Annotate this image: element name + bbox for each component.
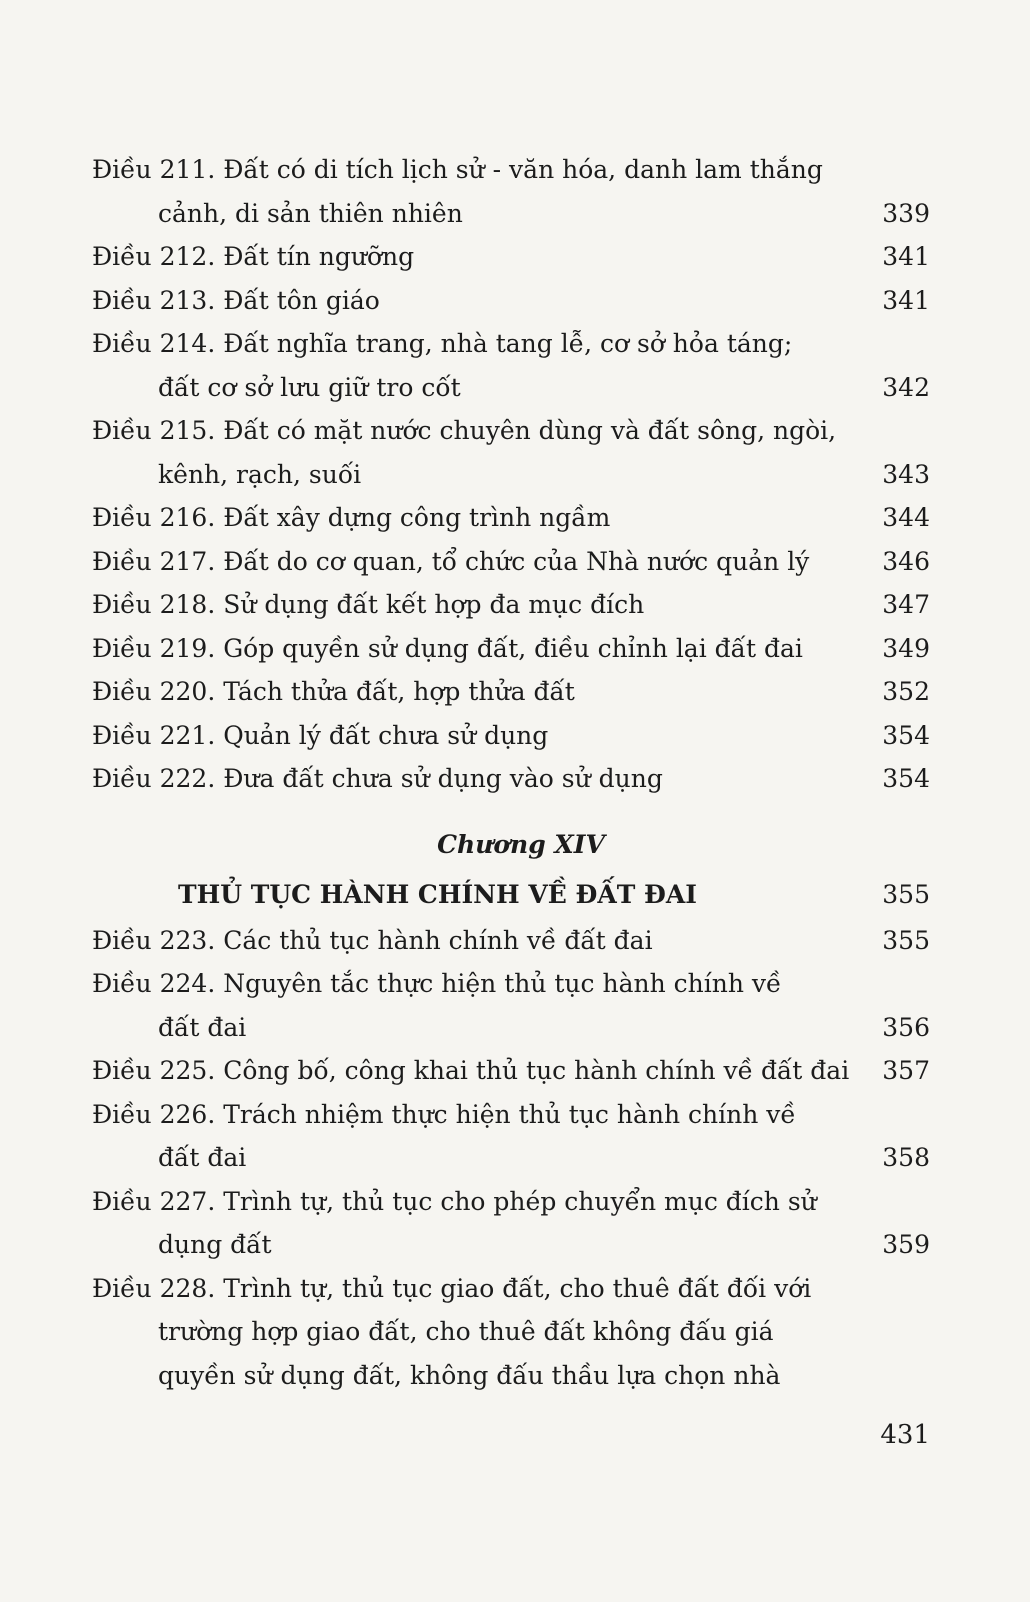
toc-entry bbox=[92, 962, 930, 1006]
page-number: 431 bbox=[880, 1420, 930, 1450]
toc-entry bbox=[92, 192, 930, 236]
toc-entry bbox=[92, 1180, 930, 1224]
toc-entry bbox=[92, 757, 930, 801]
chapter-heading bbox=[92, 871, 930, 919]
toc-entry-text: Điều 217. Đất do cơ quan, tổ chức của Nhà nước quản lý bbox=[92, 546, 810, 576]
toc-entry-text: Điều 226. Trách nhiệm thực hiện thủ tục hành chính về bbox=[92, 1099, 796, 1129]
chapter-page: 355 bbox=[882, 879, 930, 909]
toc-entry-text: Điều 216. Đất xây dựng công trình ngầm bbox=[92, 503, 611, 532]
toc-entry-text: Điều 222. Đưa đất chưa sử dụng vào sử dụng bbox=[92, 764, 663, 793]
toc-entry-page: 352 bbox=[882, 677, 930, 706]
toc-entry-page: 347 bbox=[882, 590, 930, 619]
toc-entry bbox=[92, 919, 930, 963]
toc-entry-page: 344 bbox=[882, 503, 930, 532]
toc-entry-text: Điều 214. Đất nghĩa trang, nhà tang lễ, cơ sở hỏa táng; bbox=[92, 329, 793, 358]
toc-entry-text: Điều 223. Các thủ tục hành chính về đất đai bbox=[92, 925, 653, 955]
toc-entry-text: đất cơ sở lưu giữ tro cốt bbox=[158, 372, 461, 402]
toc-entry-text: Điều 219. Góp quyền sử dụng đất, điều chỉnh lại đất đai bbox=[92, 633, 803, 663]
toc-entry bbox=[92, 453, 930, 497]
toc-entry bbox=[92, 148, 930, 192]
toc-entry bbox=[92, 540, 930, 584]
toc-entry-page: 359 bbox=[882, 1230, 930, 1259]
toc-entry bbox=[92, 714, 930, 758]
toc-entry-page: 341 bbox=[882, 242, 930, 271]
toc-entry-text: Điều 212. Đất tín ngưỡng bbox=[92, 242, 415, 271]
toc-entry-page: 349 bbox=[882, 633, 930, 663]
toc-entry bbox=[92, 627, 930, 671]
toc-entry-page: 358 bbox=[882, 1143, 930, 1172]
toc-entry-page: 354 bbox=[882, 764, 930, 793]
toc-entry-page: 343 bbox=[882, 459, 930, 489]
toc-entry bbox=[92, 1310, 930, 1354]
toc-entry bbox=[92, 409, 930, 453]
toc-entry bbox=[92, 670, 930, 714]
toc-entry-page: 357 bbox=[882, 1056, 930, 1085]
toc-entry-text: dụng đất bbox=[158, 1230, 272, 1259]
toc-entry-text: Điều 224. Nguyên tắc thực hiện thủ tục hành chính về bbox=[92, 969, 782, 998]
toc-entry-text: Điều 213. Đất tôn giáo bbox=[92, 285, 380, 315]
toc-entry-text: trường hợp giao đất, cho thuê đất không đấu giá bbox=[158, 1317, 774, 1346]
toc-entry-text: cảnh, di sản thiên nhiên bbox=[158, 198, 463, 228]
toc-entry-text: kênh, rạch, suối bbox=[158, 459, 362, 489]
toc-entry bbox=[92, 496, 930, 540]
toc-entry bbox=[92, 583, 930, 627]
toc-entry-text: Điều 227. Trình tự, thủ tục cho phép chuyển mục đích sử bbox=[92, 1186, 817, 1216]
toc-entry bbox=[92, 1354, 930, 1398]
toc-entry-text: quyền sử dụng đất, không đấu thầu lựa chọn nhà bbox=[158, 1360, 781, 1390]
table-of-contents bbox=[92, 148, 930, 1397]
toc-entry-page: 346 bbox=[882, 546, 930, 576]
chapter-title: THỦ TỤC HÀNH CHÍNH VỀ ĐẤT ĐAI bbox=[178, 879, 697, 909]
toc-entry bbox=[92, 1006, 930, 1050]
toc-entry-text: đất đai bbox=[158, 1143, 247, 1172]
toc-entry-page: 354 bbox=[882, 720, 930, 750]
toc-entry bbox=[92, 1136, 930, 1180]
toc-entry bbox=[92, 1093, 930, 1137]
toc-entry-text: Điều 221. Quản lý đất chưa sử dụng bbox=[92, 720, 549, 750]
chapter-label: Chương XIV bbox=[437, 829, 605, 859]
toc-entry bbox=[92, 1223, 930, 1267]
toc-entry bbox=[92, 1049, 930, 1093]
toc-entry-text: Điều 228. Trình tự, thủ tục giao đất, cho thuê đất đối với bbox=[92, 1273, 812, 1303]
toc-entry-text: Điều 225. Công bố, công khai thủ tục hành chính về đất đai bbox=[92, 1056, 850, 1085]
toc-entry-text: Điều 215. Đất có mặt nước chuyên dùng và đất sông, ngòi, bbox=[92, 416, 837, 445]
toc-entry bbox=[92, 1267, 930, 1311]
toc-entry bbox=[92, 279, 930, 323]
toc-entry-page: 355 bbox=[882, 925, 930, 955]
toc-entry-page: 339 bbox=[882, 198, 930, 228]
toc-entry bbox=[92, 322, 930, 366]
toc-entry bbox=[92, 366, 930, 410]
toc-entry-text: Điều 220. Tách thửa đất, hợp thửa đất bbox=[92, 677, 575, 706]
toc-group-a bbox=[92, 148, 930, 801]
toc-entry bbox=[92, 235, 930, 279]
toc-group-b bbox=[92, 919, 930, 1398]
toc-entry-page: 341 bbox=[882, 285, 930, 315]
toc-entry-text: Điều 211. Đất có di tích lịch sử - văn hóa, danh lam thắng bbox=[92, 155, 823, 184]
toc-entry-text: Điều 218. Sử dụng đất kết hợp đa mục đích bbox=[92, 590, 645, 619]
toc-entry-page: 356 bbox=[882, 1012, 930, 1042]
toc-entry-text: đất đai bbox=[158, 1012, 247, 1042]
toc-entry-page: 342 bbox=[882, 372, 930, 402]
